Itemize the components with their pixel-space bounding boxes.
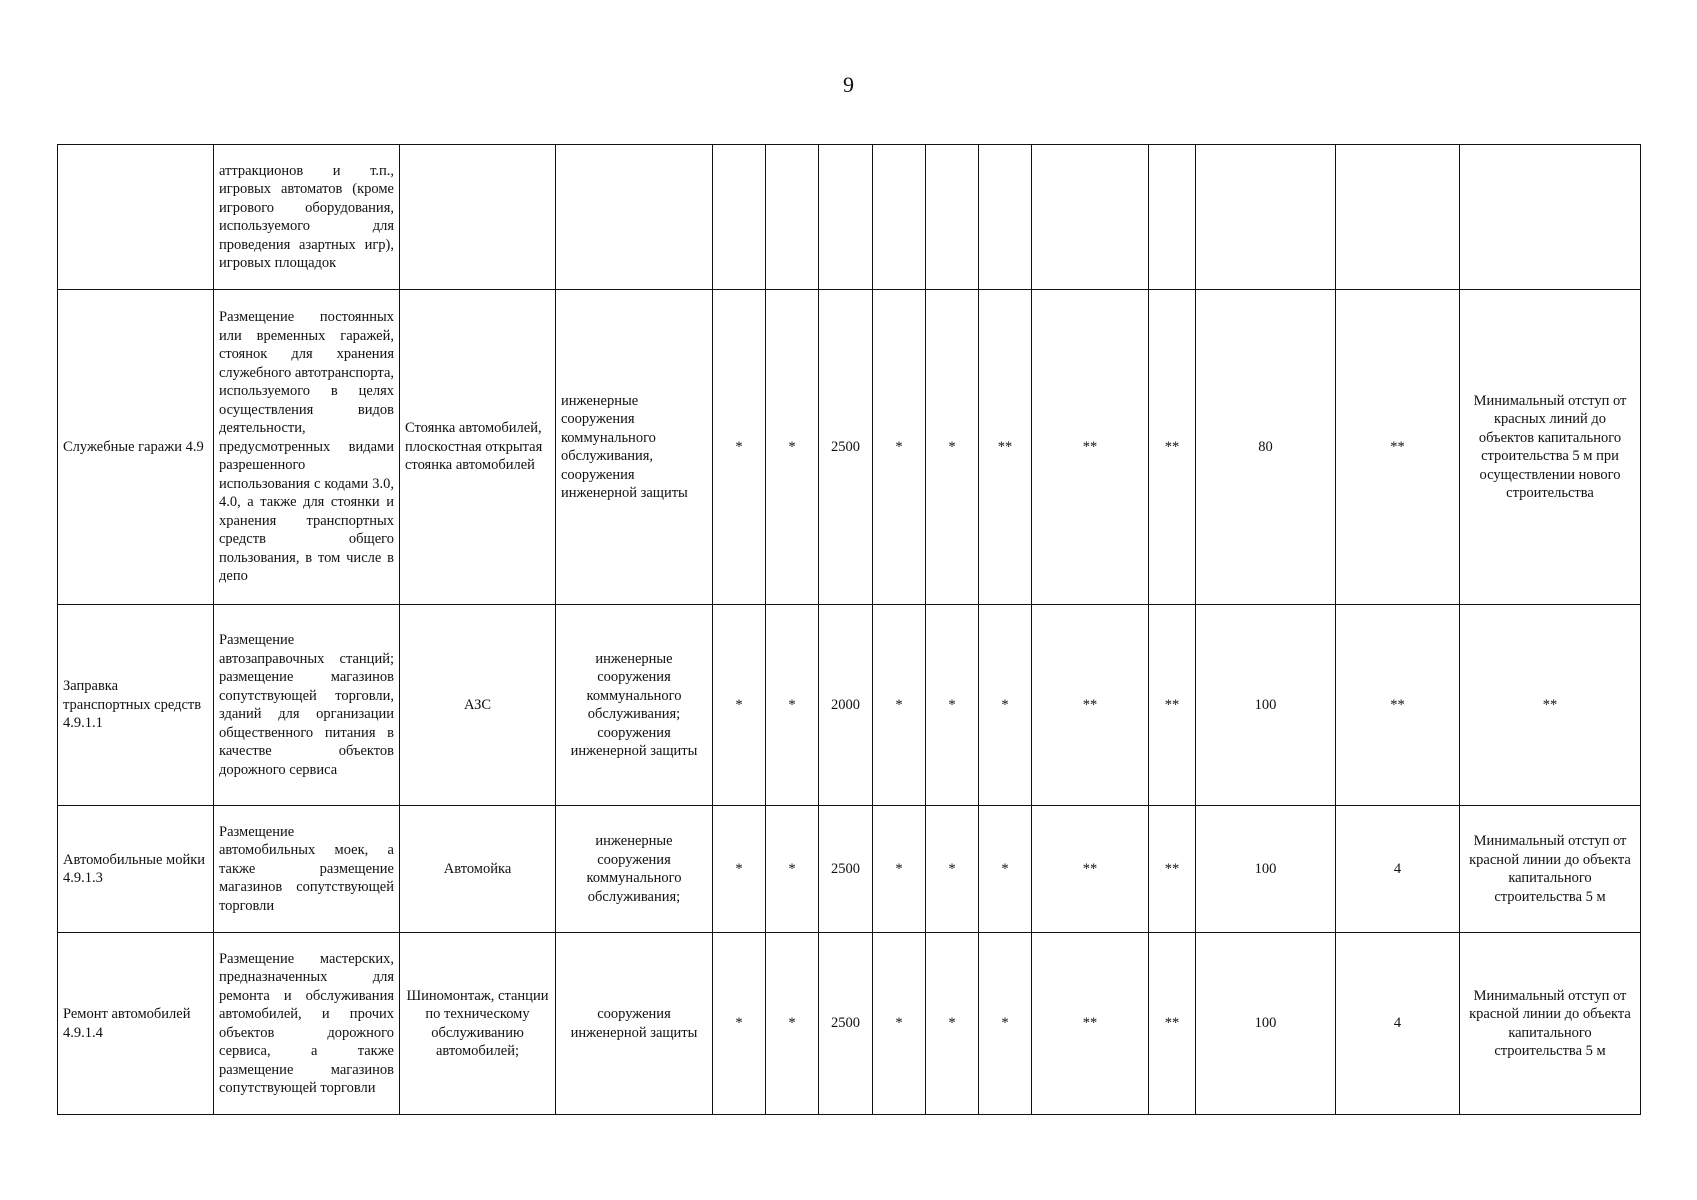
cell-value: 4 (1336, 933, 1460, 1115)
cell-value (1032, 145, 1149, 290)
cell-value: * (926, 290, 979, 605)
cell-value (1336, 145, 1460, 290)
cell-value: 4 (1336, 806, 1460, 933)
cell-value (766, 145, 819, 290)
cell-value: * (713, 605, 766, 806)
cell-value: ** (1336, 290, 1460, 605)
cell-description: Размещение постоянных или временных гаражей, стоянок для хранения служебного автотранспорта, используемого в целях осуществления видов деятельности, предусмотренных видами разрешенного использования с кодами 3.0, 4.0, а также для стоянки и хранения транспортных средств общего пользования, в том числе в депо (214, 290, 400, 605)
cell-name (58, 145, 214, 290)
cell-note: Минимальный отступ от красной линии до объекта капитального строительства 5 м (1460, 933, 1641, 1115)
cell-value (819, 145, 873, 290)
table-row (58, 290, 1641, 605)
cell-value: ** (1149, 290, 1196, 605)
cell-value: * (873, 806, 926, 933)
cell-main-use: Стоянка автомобилей, плоскостная открытая стоянка автомобилей (400, 290, 556, 605)
cell-value: * (926, 933, 979, 1115)
cell-value: * (873, 605, 926, 806)
cell-value: ** (1149, 806, 1196, 933)
cell-value: * (926, 605, 979, 806)
cell-value: 2500 (819, 290, 873, 605)
cell-note: ** (1460, 605, 1641, 806)
cell-value (713, 145, 766, 290)
cell-value: * (713, 806, 766, 933)
cell-value: * (766, 290, 819, 605)
cell-value: ** (1149, 605, 1196, 806)
cell-value (926, 145, 979, 290)
cell-main-use: Автомойка (400, 806, 556, 933)
cell-value: * (979, 806, 1032, 933)
cell-value: * (979, 605, 1032, 806)
cell-value: * (766, 806, 819, 933)
cell-value (873, 145, 926, 290)
cell-description: Размещение автозаправочных станций; размещение магазинов сопутствующей торговли, зданий для организации общественного питания в качестве объектов дорожного сервиса (214, 605, 400, 806)
table-row (58, 145, 1641, 290)
cell-auxiliary-use: инженерные сооружения коммунального обслуживания; (556, 806, 713, 933)
cell-value: ** (1336, 605, 1460, 806)
cell-value: 100 (1196, 806, 1336, 933)
cell-value: ** (1032, 933, 1149, 1115)
cell-value: * (926, 806, 979, 933)
cell-value: ** (979, 290, 1032, 605)
land-use-table (57, 144, 1641, 1115)
cell-description: Размещение мастерских, предназначенных для ремонта и обслуживания автомобилей, и прочих объектов дорожного сервиса, а также размещение магазинов сопутствующей торговли (214, 933, 400, 1115)
cell-name: Автомобильные мойки 4.9.1.3 (58, 806, 214, 933)
cell-value: ** (1032, 605, 1149, 806)
cell-main-use: Шиномонтаж, станции по техническому обслуживанию автомобилей; (400, 933, 556, 1115)
cell-auxiliary-use (556, 145, 713, 290)
page-number: 9 (843, 72, 854, 97)
cell-value: 2500 (819, 933, 873, 1115)
cell-value: 100 (1196, 605, 1336, 806)
table-row (58, 806, 1641, 933)
cell-value: 80 (1196, 290, 1336, 605)
cell-value: * (766, 933, 819, 1115)
cell-value: * (873, 290, 926, 605)
cell-value: * (713, 933, 766, 1115)
cell-value: 2000 (819, 605, 873, 806)
cell-description: аттракционов и т.п., игровых автоматов (кроме игрового оборудования, используемого для проведения азартных игр), игровых площадок (214, 145, 400, 290)
cell-value (1149, 145, 1196, 290)
cell-main-use (400, 145, 556, 290)
cell-name: Заправка транспортных средств 4.9.1.1 (58, 605, 214, 806)
cell-description: Размещение автомобильных моек, а также размещение магазинов сопутствующей торговли (214, 806, 400, 933)
cell-value: ** (1149, 933, 1196, 1115)
cell-value: * (766, 605, 819, 806)
table-row (58, 605, 1641, 806)
cell-note: Минимальный отступ от красной линии до объекта капитального строительства 5 м (1460, 806, 1641, 933)
table-row (58, 933, 1641, 1115)
cell-value: * (979, 933, 1032, 1115)
cell-value: * (873, 933, 926, 1115)
cell-value: ** (1032, 290, 1149, 605)
cell-note: Минимальный отступ от красных линий до объектов капитального строительства 5 м при осуществлении нового строительства (1460, 290, 1641, 605)
cell-note (1460, 145, 1641, 290)
cell-main-use: АЗС (400, 605, 556, 806)
cell-value: ** (1032, 806, 1149, 933)
cell-value: 100 (1196, 933, 1336, 1115)
cell-auxiliary-use: инженерные сооружения коммунального обслуживания; сооружения инженерной защиты (556, 605, 713, 806)
cell-name: Служебные гаражи 4.9 (58, 290, 214, 605)
cell-value (979, 145, 1032, 290)
cell-auxiliary-use: инженерные сооружения коммунального обслуживания, сооружения инженерной защиты (556, 290, 713, 605)
cell-value (1196, 145, 1336, 290)
cell-value: 2500 (819, 806, 873, 933)
cell-value: * (713, 290, 766, 605)
cell-name: Ремонт автомобилей 4.9.1.4 (58, 933, 214, 1115)
cell-auxiliary-use: сооружения инженерной защиты (556, 933, 713, 1115)
